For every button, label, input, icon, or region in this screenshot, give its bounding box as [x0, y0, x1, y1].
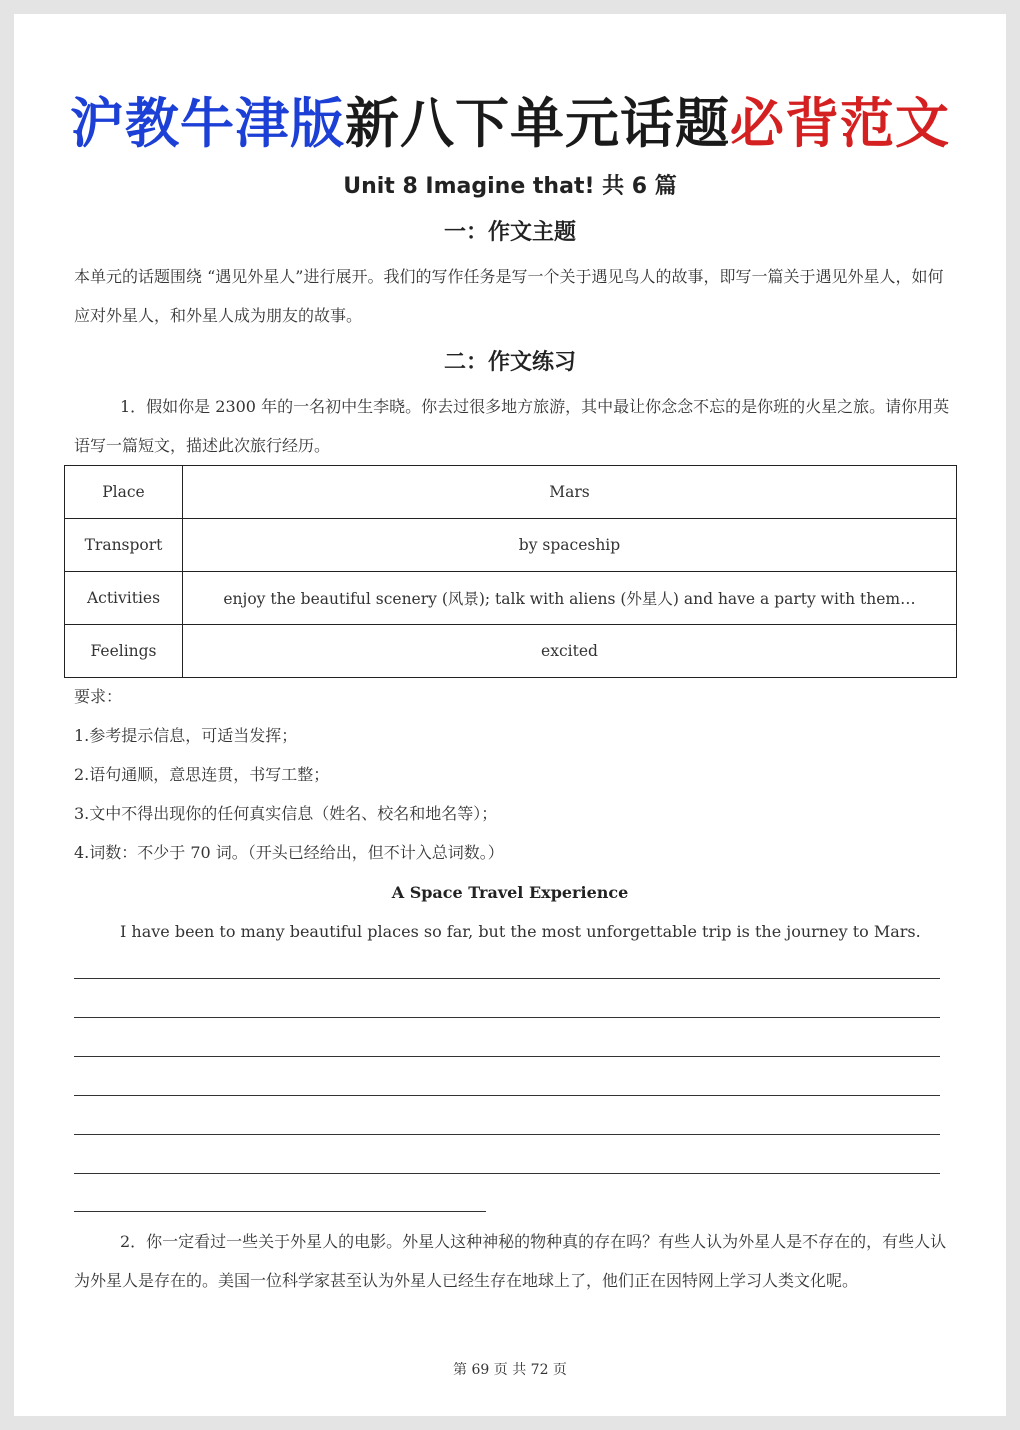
essay-title: A Space Travel Experience: [391, 883, 629, 902]
writing-line: [74, 1095, 940, 1096]
writing-line: [74, 1211, 486, 1212]
section1-text: 本单元的话题围绕 “遇见外星人”进行展开。我们的写作任务是写一个关于遇见鸟人的故事，即写一篇关于遇见外星人，如何应对外星人，和外星人成为朋友的故事。: [74, 267, 944, 325]
table-row-label: Place: [65, 466, 183, 519]
unit-title: Unit 8 Imagine that! 共 6 篇: [343, 174, 677, 199]
table-row-value: enjoy the beautiful scenery (风景); talk with aliens (外星人) and have a party with them…: [183, 572, 957, 625]
task2-prompt: 2．你一定看过一些关于外星人的电影。外星人这种神秘的物种真的存在吗？有些人认为外星人是不存在的，有些人认为外星人是存在的。美国一位科学家甚至认为外星人已经生存在地球上了，他们正在因特网上学习人类文化呢。: [74, 1232, 947, 1290]
writing-line: [74, 1134, 940, 1135]
writing-line: [74, 1056, 940, 1057]
table-row-value: by spaceship: [183, 519, 957, 572]
writing-line: [74, 978, 940, 979]
requirement-item: 4.词数：不少于 70 词。（开头已经给出，但不计入总词数。）: [74, 843, 504, 862]
writing-line: [74, 1017, 940, 1018]
requirements-heading: 要求：: [74, 687, 123, 706]
table-row: [65, 519, 957, 572]
task1-prompt: 1．假如你是 2300 年的一名初中生李晓。你去过很多地方旅游，其中最让你念念不忘的是你班的火星之旅。请你用英语写一篇短文，描述此次旅行经历。: [74, 397, 950, 455]
requirement-item: 1.参考提示信息，可适当发挥；: [74, 726, 298, 745]
table-row: [65, 572, 957, 625]
table-row-value: Mars: [183, 466, 957, 519]
table-row-label: Activities: [65, 572, 183, 625]
essay-opening: I have been to many beautiful places so far, but the most unforgettable trip is the journey to Mars.: [120, 922, 921, 941]
writing-line: [74, 1173, 940, 1174]
page-banner-title: [14, 92, 1006, 156]
info-table: [64, 465, 957, 678]
requirement-item: 3.文中不得出现你的任何真实信息（姓名、校名和地名等）；: [74, 804, 498, 823]
banner-title-part2: 新八下单元话题: [345, 92, 730, 155]
banner-title-part1: 沪教牛津版: [70, 92, 345, 155]
section1-heading: 一：作文主题: [443, 220, 576, 245]
requirement-item: 2.语句通顺，意思连贯，书写工整；: [74, 765, 330, 784]
table-row: [65, 466, 957, 519]
section2-heading: 二：作文练习: [443, 350, 576, 375]
table-row-value: excited: [183, 625, 957, 678]
document-page: [14, 14, 1006, 1416]
banner-title-part3: 必背范文: [730, 92, 950, 155]
table-row: [65, 625, 957, 678]
page-footer: 第 69 页 共 72 页: [453, 1362, 567, 1378]
table-row-label: Transport: [65, 519, 183, 572]
table-row-label: Feelings: [65, 625, 183, 678]
